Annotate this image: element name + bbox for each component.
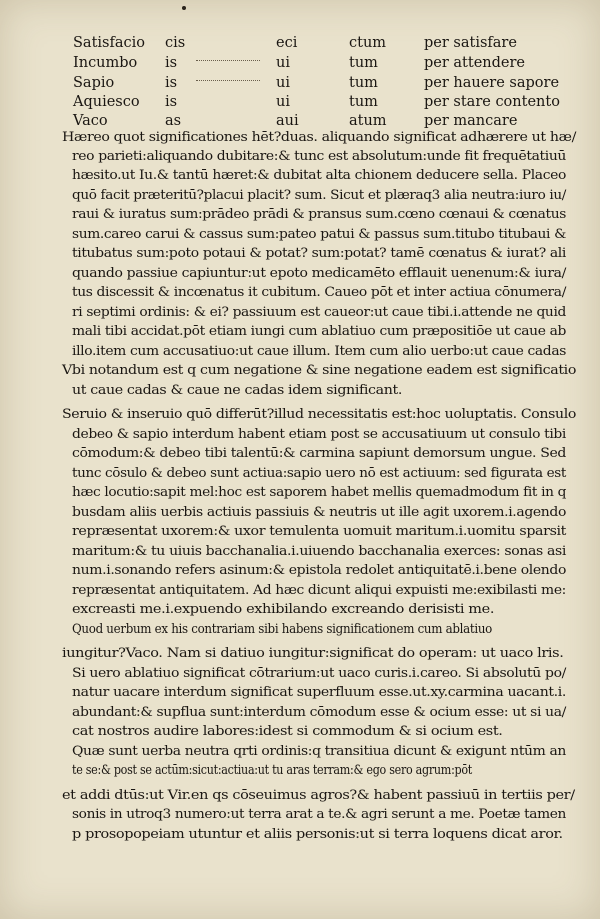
text-line: [72, 864, 566, 884]
text-line: debeo & sapio interdum habent etiam post se accusatiuum ut consulo tibi: [72, 427, 566, 442]
verb-cell: Vaco: [73, 113, 108, 129]
text-line: num.i.sonando refers asinum:& epistola redolet antiquitatē.i.bene olendo: [72, 563, 566, 578]
text-line: abundant:& supflua sunt:interdum cōmodum esse & ocium esse: ut si ua/: [72, 705, 566, 720]
text-line: ut caue cadas & caue ne cadas idem significant.: [72, 383, 402, 398]
text-line: tus discessit & incœnatus it cubitum. Caueo pōt et inter actiua cōnumera/: [72, 285, 566, 300]
ending-cell: eci: [276, 35, 298, 51]
ending-cell: is: [165, 94, 178, 110]
conjugation-row: [0, 93, 600, 111]
dotted-leader: [196, 80, 260, 81]
text-line: quō facit præteritū?placui placit? sum. Sicut et plæraq3 alia neutra:iuro iu/: [72, 188, 566, 203]
ending-cell: ui: [276, 75, 290, 91]
text-line: maritum:& tu uiuis bacchanalia.i.uiuendo bacchanalia exerces: sonas asi: [72, 544, 566, 559]
text-line: raui & iuratus sum:prādeo prādi & pransus sum.cœno cœnaui & cœnatus: [72, 207, 566, 222]
text-line: Hæreo quot significationes hēt?duas. aliquando significat adhærere ut hæ/: [62, 130, 576, 145]
gloss-cell: per attendere: [424, 55, 525, 71]
text-line: illo.item cum accusatiuo:ut caue illum. Item cum alio uerbo:ut caue cadas: [72, 344, 566, 359]
text-line: Seruio & inseruio quō differūt?illud necessitatis est:hoc uoluptatis. Consulo: [62, 407, 576, 422]
text-line: Quod uerbum ex his contrariam sibi habens significationem cum ablatiuo: [72, 622, 492, 637]
text-line: ri septimi ordinis: & ei? passiuum est caueor:ut caue tibi.i.attende ne quid: [72, 305, 566, 320]
ending-cell: ui: [276, 55, 290, 71]
text-line: mali tibi accidat.pōt etiam iungi cum ablatiuo cum præpositiōe ut caue ab: [72, 324, 566, 339]
ending-cell: tum: [349, 75, 378, 91]
verb-cell: Sapio: [73, 75, 115, 91]
text-line: et addi dtūs:ut Vir.en qs cōseuimus agros?& habent passiuū in tertiis per/: [62, 788, 575, 803]
gloss-cell: per stare contento: [424, 94, 560, 110]
dotted-leader: [196, 60, 260, 61]
ending-cell: aui: [276, 113, 299, 129]
text-line: cat nostros audire labores:idest si commodum & si ocium est.: [72, 724, 503, 739]
ending-cell: as: [165, 113, 182, 129]
text-line: sonis in utroq3 numero:ut terra arat a te.& agri serunt a me. Poetæ tamen: [72, 807, 566, 822]
text-line: [72, 883, 566, 903]
text-line: cōmodum:& debeo tibi talentū:& carmina sapiunt demorsum ungue. Sed: [72, 446, 566, 461]
text-line: tunc cōsulo & debeo sunt actiua:sapio uero nō est actiuum: sed figurata est: [72, 466, 566, 481]
ink-speck: [182, 6, 186, 10]
text-line: Quæ sunt uerba neutra qrti ordinis:q transitiua dicunt & exigunt ntūm an: [72, 744, 566, 759]
gloss-cell: per satisfare: [424, 35, 517, 51]
text-line: natur uacare interdum significat superfluum esse.ut.xy.carmina uacant.i.: [72, 685, 566, 700]
verb-cell: Aquiesco: [73, 94, 140, 110]
ending-cell: ui: [276, 94, 290, 110]
text-line: hæsito.ut Iu.& tantū hæret:& dubitat alta chionem deducere sella. Placeo: [72, 168, 566, 183]
text-line: [72, 844, 566, 864]
text-line: repræsentat uxorem:& uxor temulenta uomuit maritum.i.uomitu sparsit: [72, 524, 566, 539]
conjugation-row: [0, 34, 600, 52]
conjugation-row: [0, 74, 600, 92]
verb-cell: Incumbo: [73, 55, 138, 71]
ending-cell: cis: [165, 35, 186, 51]
conjugation-row: [0, 54, 600, 72]
gloss-cell: per mancare: [424, 113, 518, 129]
ending-cell: is: [165, 55, 178, 71]
text-line: te se:& post se actūm:sicut:actiua:ut tu aras terram:& ego sero agrum:pōt: [72, 763, 472, 778]
ending-cell: tum: [349, 55, 378, 71]
text-line: Si uero ablatiuo significat cōtrarium:ut uaco curis.i.careo. Si absolutū po/: [72, 666, 566, 681]
text-line: p prosopopeiam utuntur et aliis personis:ut si terra loquens dicat aror.: [72, 827, 563, 842]
text-line: hæc locutio:sapit mel:hoc est saporem habet mellis quemadmodum fit in q: [72, 485, 566, 500]
text-line: repræsentat antiquitatem. Ad hæc dicunt aliqui expuisti me:exibilasti me:: [72, 583, 566, 598]
text-line: busdam aliis uerbis actiuis passiuis & neutris ut ille agit uxorem.i.agendo: [72, 505, 566, 520]
text-line: reo parieti:aliquando dubitare:& tunc est absolutum:unde fit frequētatiuū: [72, 149, 566, 164]
text-line: sum.careo carui & cassus sum:pateo patui & passus sum.titubo titubaui &: [72, 227, 566, 242]
gloss-cell: per hauere sapore: [424, 75, 560, 91]
text-line: titubatus sum:poto potaui & potat? sum:potat? tamē cœnatus & iurat? ali: [72, 246, 566, 261]
ending-cell: is: [165, 75, 178, 91]
ending-cell: atum: [349, 113, 387, 129]
ending-cell: tum: [349, 94, 378, 110]
text-line: quando passiue capiuntur:ut epoto medicamēto efflauit uenenum:& iura/: [72, 266, 566, 281]
text-line: excreasti me.i.expuendo exhibilando excreando derisisti me.: [72, 602, 495, 617]
text-line: Vbi notandum est q cum negatione & sine negatione eadem est significatio: [62, 363, 576, 378]
text-line: iungitur?Vaco. Nam si datiuo iungitur:significat do operam: ut uaco lris.: [62, 646, 564, 661]
verb-cell: Satisfacio: [73, 35, 145, 51]
ending-cell: ctum: [349, 35, 387, 51]
